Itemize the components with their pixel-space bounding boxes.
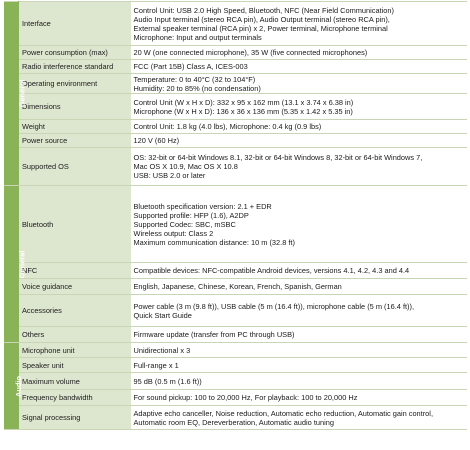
spec-value-line: Audio Input terminal (stereo RCA pin), Audio Output terminal (stereo RCA pin), bbox=[133, 14, 390, 24]
spec-row bbox=[5, 279, 467, 295]
spec-label: Supported OS bbox=[19, 148, 131, 186]
spec-label: Speaker unit bbox=[19, 358, 131, 373]
spec-value-line: 120 V (60 Hz) bbox=[133, 136, 180, 145]
spec-value bbox=[131, 60, 467, 74]
spec-label: Radio interference standard bbox=[19, 60, 131, 74]
spec-value bbox=[131, 358, 467, 373]
spec-value-line: Maximum communication distance: 10 m (32.8 ft) bbox=[133, 237, 295, 247]
spec-label: Others bbox=[19, 327, 131, 343]
spec-value-line: Supported profile: HFP (1.6), A2DP bbox=[133, 210, 249, 220]
spec-value-line: English, Japanese, Chinese, Korean, French, Spanish, German bbox=[133, 282, 342, 291]
spec-value-line: Power cable (3 m (9.8 ft)), USB cable (5 m (16.4 ft)), microphone cable (5 m (16.4 ft)), bbox=[133, 301, 415, 311]
spec-value-line: Supported Codec: SBC, mSBC bbox=[133, 219, 236, 229]
spec-value bbox=[131, 279, 467, 295]
spec-value-line: Mac OS X 10.9, Mac OS X 10.8 bbox=[133, 162, 238, 171]
spec-value bbox=[131, 343, 467, 358]
section-title: General bbox=[17, 79, 27, 108]
spec-value-line: Quick Start Guide bbox=[133, 310, 192, 320]
spec-value bbox=[131, 373, 467, 390]
spec-value-line: Unidirectional x 3 bbox=[133, 345, 191, 355]
spec-value-line: Wireless output: Class 2 bbox=[133, 228, 214, 238]
spec-value-line: Adaptive echo canceller, Noise reduction, Automatic echo reduction, Automatic gain control, bbox=[133, 408, 433, 418]
spec-row bbox=[5, 74, 467, 94]
spec-value bbox=[131, 390, 467, 406]
spec-label: Voice guidance bbox=[19, 279, 131, 295]
spec-value-line: External speaker terminal (RCA pin) x 2, Power terminal, Microphone terminal bbox=[133, 23, 388, 33]
section-header bbox=[5, 343, 23, 430]
spec-value bbox=[131, 120, 467, 134]
spec-label: Power consumption (max) bbox=[19, 46, 131, 60]
spec-label: Microphone unit bbox=[19, 343, 131, 358]
spec-label: NFC bbox=[19, 263, 131, 279]
spec-row bbox=[5, 295, 467, 327]
spec-value bbox=[131, 148, 467, 186]
spec-row bbox=[5, 94, 467, 120]
spec-row bbox=[5, 120, 467, 134]
spec-value bbox=[131, 186, 467, 263]
spec-label: Interface bbox=[19, 2, 131, 46]
spec-value-line: Full-range x 1 bbox=[133, 360, 179, 370]
spec-row bbox=[5, 406, 467, 430]
spec-value-line: 95 dB (0.5 m (1.6 ft)) bbox=[133, 376, 202, 386]
spec-table-body bbox=[5, 2, 467, 430]
spec-table bbox=[4, 1, 467, 430]
spec-value-line: Control Unit (W x H x D): 332 x 95 x 162 mm (13.1 x 3.74 x 6.38 in) bbox=[133, 97, 354, 107]
spec-label: Bluetooth bbox=[19, 186, 131, 263]
spec-row bbox=[5, 134, 467, 148]
spec-value-line: Automatic room EQ, Dereverberation, Automatic audio tuning bbox=[133, 417, 334, 427]
spec-label: Frequency bandwidth bbox=[19, 390, 131, 406]
spec-value-line: Microphone: Input and output terminals bbox=[133, 32, 262, 42]
spec-value bbox=[131, 295, 467, 327]
spec-row bbox=[5, 60, 467, 74]
spec-value bbox=[131, 94, 467, 120]
spec-row bbox=[5, 327, 467, 343]
spec-value-line: USB: USB 2.0 or later bbox=[133, 171, 206, 180]
spec-value-line: Temperature: 0 to 40°C (32 to 104°F) bbox=[133, 74, 256, 84]
spec-value bbox=[131, 263, 467, 279]
spec-value-line: OS: 32-bit or 64-bit Windows 8.1, 32-bit or 64-bit Windows 8, 32-bit or 64-bit Windows 7, bbox=[133, 153, 423, 162]
spec-value-line: Bluetooth specification version: 2.1 + EDR bbox=[133, 201, 272, 211]
spec-label: Power source bbox=[19, 134, 131, 148]
spec-label: Accessories bbox=[19, 295, 131, 327]
spec-value-line: Compatible devices: NFC-compatible Android devices, versions 4.1, 4.2, 4.3 and 4.4 bbox=[133, 266, 410, 275]
spec-value-line: Microphone (W x H x D): 136 x 36 x 136 mm (5.35 x 1.42 x 5.35 in) bbox=[133, 106, 353, 116]
spec-label: Maximum volume bbox=[19, 373, 131, 390]
spec-value bbox=[131, 46, 467, 60]
spec-row bbox=[5, 263, 467, 279]
spec-value-line: Humidity: 20 to 85% (no condensation) bbox=[133, 83, 261, 93]
spec-label: Dimensions bbox=[19, 94, 131, 120]
spec-value bbox=[131, 327, 467, 343]
section-title: Audio bbox=[13, 375, 23, 397]
section-header bbox=[5, 2, 27, 186]
spec-value bbox=[131, 74, 467, 94]
spec-value bbox=[131, 134, 467, 148]
spec-value-line: 20 W (one connected microphone), 35 W (five connected microphones) bbox=[133, 48, 368, 57]
spec-value-line: Control Unit: USB 2.0 High Speed, Bluetooth, NFC (Near Field Communication) bbox=[133, 5, 394, 15]
spec-row bbox=[5, 390, 467, 406]
spec-row bbox=[5, 358, 467, 373]
spec-value-line: Firmware update (transfer from PC through USB) bbox=[133, 330, 295, 339]
spec-label: Operating environment bbox=[19, 74, 131, 94]
spec-value-line: FCC (Part 15B) Class A, ICES-003 bbox=[133, 62, 248, 71]
spec-label: Signal processing bbox=[19, 406, 131, 430]
spec-value-line: For sound pickup: 100 to 20,000 Hz, For playback: 100 to 20,000 Hz bbox=[133, 393, 358, 402]
spec-label: Weight bbox=[19, 120, 131, 134]
spec-row bbox=[5, 343, 467, 358]
section-header bbox=[5, 186, 27, 343]
spec-row bbox=[5, 46, 467, 60]
spec-value-line: Control Unit: 1.8 kg (4.0 lbs), Microphone: 0.4 kg (0.9 lbs) bbox=[133, 122, 322, 131]
section-title: General bbox=[17, 250, 27, 278]
spec-row bbox=[5, 2, 467, 46]
spec-row bbox=[5, 186, 467, 263]
spec-row bbox=[5, 148, 467, 186]
spec-row bbox=[5, 373, 467, 390]
spec-value bbox=[131, 406, 467, 430]
spec-value bbox=[131, 2, 467, 46]
